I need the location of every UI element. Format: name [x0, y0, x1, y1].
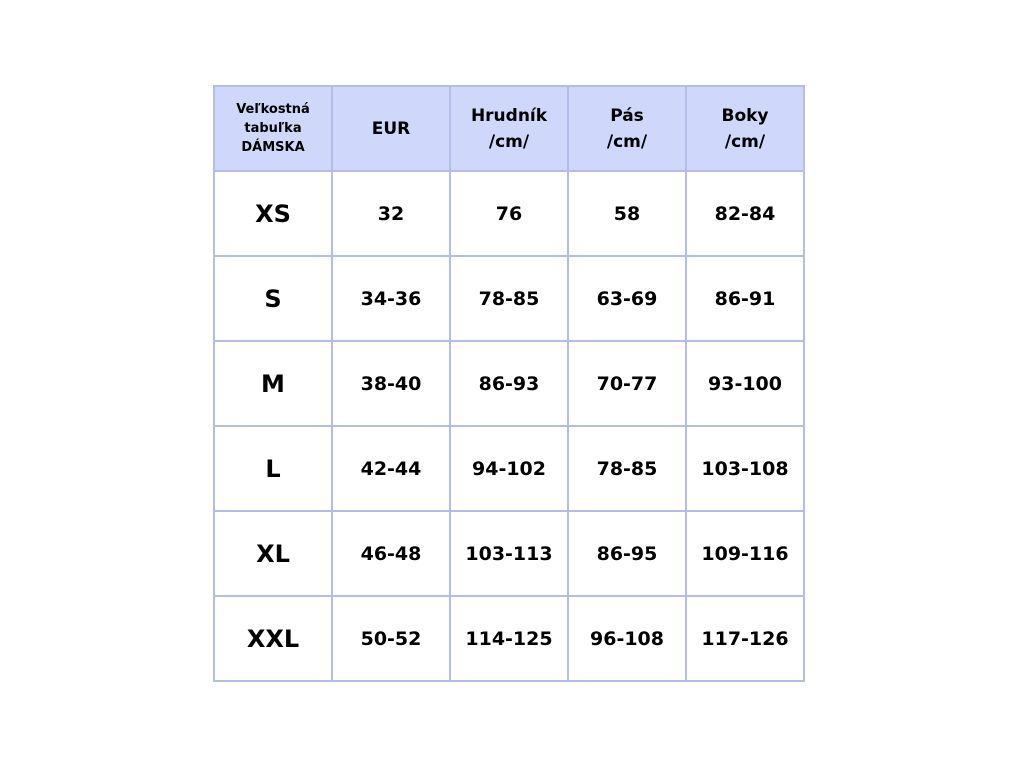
boky-cell: 86-91 [686, 256, 804, 341]
hrudnik-cell: 78-85 [450, 256, 568, 341]
table-title-line: tabuľka [244, 121, 302, 136]
column-header-unit: /cm/ [606, 131, 648, 152]
hrudnik-cell: 103-113 [450, 511, 568, 596]
eur-cell: 32 [332, 171, 450, 256]
table-row [214, 426, 804, 511]
column-header-unit: /cm/ [488, 131, 530, 152]
column-header-label: EUR [371, 118, 411, 139]
pas-cell: 78-85 [568, 426, 686, 511]
hrudnik-cell: 114-125 [450, 596, 568, 681]
pas-cell: 70-77 [568, 341, 686, 426]
size-chart-table [213, 85, 805, 682]
hrudnik-cell: 76 [450, 171, 568, 256]
column-header-label: Pás [610, 105, 644, 126]
header-cell-pas [568, 86, 686, 171]
eur-cell: 50-52 [332, 596, 450, 681]
table-title-line: Veľkostná [236, 102, 310, 117]
table-row [214, 596, 804, 681]
size-label-cell: M [214, 341, 332, 426]
column-header-label: Hrudník [470, 105, 548, 126]
hrudnik-cell: 94-102 [450, 426, 568, 511]
pas-cell: 96-108 [568, 596, 686, 681]
pas-cell: 63-69 [568, 256, 686, 341]
boky-cell: 82-84 [686, 171, 804, 256]
header-cell-boky [686, 86, 804, 171]
eur-cell: 38-40 [332, 341, 450, 426]
boky-cell: 109-116 [686, 511, 804, 596]
column-header-unit: /cm/ [724, 131, 766, 152]
size-label-cell: XS [214, 171, 332, 256]
header-cell-table-title [214, 86, 332, 171]
hrudnik-cell: 86-93 [450, 341, 568, 426]
table-header [214, 86, 804, 171]
size-label-cell: S [214, 256, 332, 341]
pas-cell: 58 [568, 171, 686, 256]
pas-cell: 86-95 [568, 511, 686, 596]
table-row [214, 341, 804, 426]
eur-cell: 46-48 [332, 511, 450, 596]
table-row [214, 256, 804, 341]
boky-cell: 93-100 [686, 341, 804, 426]
table-title-line: DÁMSKA [241, 140, 305, 155]
header-cell-eur [332, 86, 450, 171]
table-row [214, 511, 804, 596]
size-label-cell: XL [214, 511, 332, 596]
header-row [214, 86, 804, 171]
size-label-cell: L [214, 426, 332, 511]
header-cell-hrudnik [450, 86, 568, 171]
table-row [214, 171, 804, 256]
column-header-label: Boky [721, 105, 769, 126]
boky-cell: 117-126 [686, 596, 804, 681]
eur-cell: 34-36 [332, 256, 450, 341]
table-body [214, 171, 804, 681]
boky-cell: 103-108 [686, 426, 804, 511]
eur-cell: 42-44 [332, 426, 450, 511]
size-label-cell: XXL [214, 596, 332, 681]
